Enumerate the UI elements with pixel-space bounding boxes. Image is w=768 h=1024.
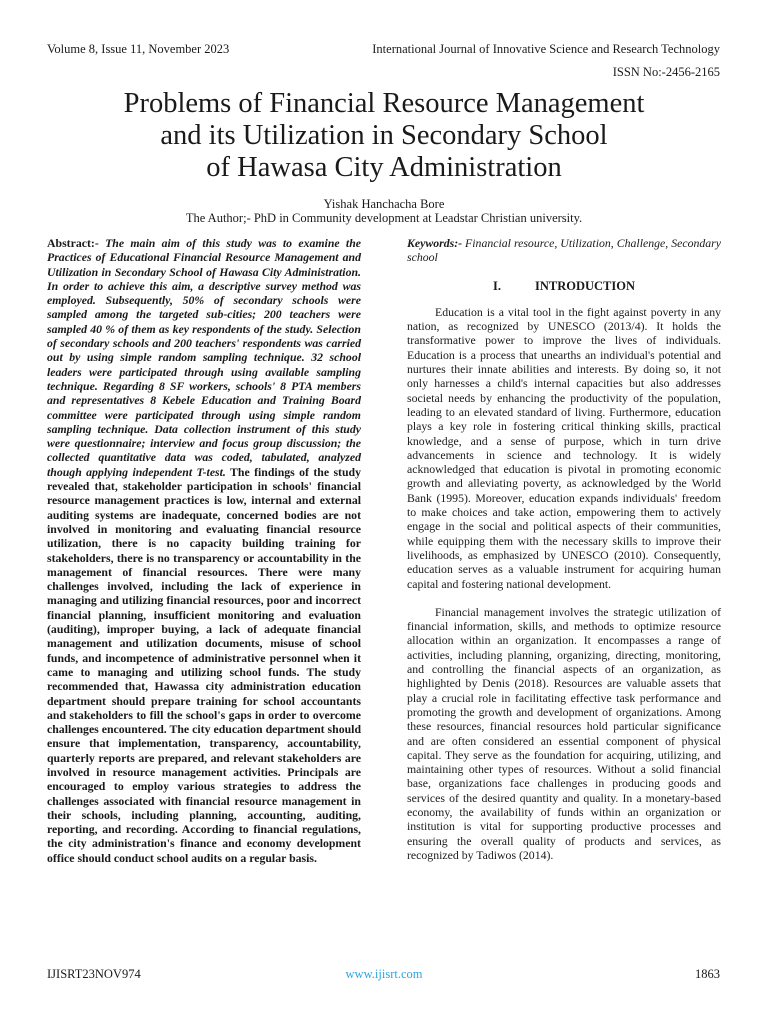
- volume-issue: Volume 8, Issue 11, November 2023: [47, 42, 230, 56]
- title-line: Problems of Financial Resource Management: [123, 88, 645, 119]
- section-number: I.: [492, 278, 501, 293]
- right-column: [407, 236, 721, 862]
- paper-id: IJISRT23NOV974: [47, 967, 141, 981]
- abstract-italic-text: The main aim of this study was to examine the Practices of Educational Financial Resource Management and Utilization in Secondary School of Hawasa City Administration. In order to achieve this aim, a descriptive survey method was employed. Subsequently, 50% of secondary schools were sampled among the targeted sub-cities; 200 teachers were sampled 40 % of them as key respondents of the study. Selection of secondary schools and 200 teachers' respondents was carried out by using simple random sampling technique. 32 school leaders were participated through using available sampling technique. Regarding 8 SF workers, schools' 8 PTA members and representatives 8 Kebele Education and Training Board committee were participated through using simple random sampling technique. Data collection instrument of this study were questionnaire; interview and focus group discussion; the collected quantitative data was coded, tabulated, analyzed though applying independent T-test.: [47, 236, 361, 479]
- title-line: and its Utilization in Secondary School: [160, 120, 608, 151]
- left-column: [47, 236, 361, 865]
- author-affiliation: The Author;- PhD in Community development at Leadstar Christian university.: [185, 211, 583, 225]
- journal-name: International Journal of Innovative Science and Research Technology: [372, 42, 720, 56]
- abstract: [47, 236, 361, 865]
- title-line: of Hawasa City Administration: [206, 152, 562, 183]
- keywords-label: Keywords:-: [407, 236, 463, 250]
- page-number: 1863: [695, 967, 720, 981]
- abstract-label: Abstract:-: [47, 236, 99, 250]
- journal-website-link[interactable]: www.ijisrt.com: [345, 967, 423, 981]
- intro-paragraph: Education is a vital tool in the fight against poverty in any nation, as recognized by UNESCO (2013/4). It holds the transformative power to improve the lives of individuals. Education is a process that unearths an individual's potential and nurtures their innate abilities and interests. By doing so, it not only harnesses a child's internal capacities but also addresses societal needs by enhancing the productivity of the population, leading to an elevated standard of living. Furthermore, education plays a key role in fostering critical thinking skills, practical knowledge, and a sense of purpose, which in turn drive advancements in science and technology. It is widely acknowledged that education is pivotal in promoting economic growth and alleviating poverty, as acknowledged by the World Bank (1995). Moreover, education expands individuals' freedom to make choices and take action, empowering them to actively engage in the social and political aspects of their communities, while equipping them with the necessary skills to improve their livelihoods, as emphasized by UNESCO (2010). Consequently, education serves as a valuable instrument for acquiring human capital and fostering national development.: [407, 304, 721, 591]
- section-heading-introduction: [407, 279, 721, 293]
- author-name: Yishak Hanchacha Bore: [323, 197, 445, 211]
- abstract-findings-text: The findings of the study revealed that, stakeholder participation in schools' financial resource management practices is low, internal and external auditing systems are inadequate, concerned bodies are not involved in monitoring and evaluating financial resource utilization, there is no capacity building training for stakeholders, there is no transparency or accountability in the management of financial resources. There were many challenges involved, including the lack of experience in managing and utilizing financial resources, poor and incorrect financial planning, insufficient monitoring and evaluation (auditing), improper buying, a lack of adequate financial management and utilization documents, misuse of school funds, and incompetence of administrative personnel when it came to managing and utilizing school funds. The study recommended that, Hawassa city administration education department should prepare training for school accountants and stakeholders to fill the school's gaps in order to overcome challenges encountered. The city education department should ensure that implementation, transparency, accountability, quarterly reports are prepared, and relevant stakeholders are involved in resource management activities. Principals are encouraged to employ various strategies to address the challenges associated with financial resource management in their schools, including planning, accounting, auditing, reporting, and recording. According to financial regulations, the city administration's finance and economy development office should conduct school audits on a regular basis.: [47, 464, 361, 865]
- keywords: [407, 236, 721, 265]
- section-title: INTRODUCTION: [534, 278, 635, 293]
- paper-title: [0, 88, 768, 184]
- intro-paragraph: Financial management involves the strategic utilization of financial information, skills, and methods to optimize resource allocation within an organization. It encompasses a range of activities, including planning, organizing, directing, monitoring, and controlling the financial aspects of an organization, as highlighted by Denis (2018). Resources are valuable assets that play a crucial role in facilitating effective task performance and promoting the growth and development of organizations. Among these resources, financial resources hold particular significance and are often considered an essential component of physical capital. They serve as the foundation for acquiring, utilizing, and maintaining other types of resources. Without a solid financial base, organizations face challenges in producing goods and services of the desired quantity and quality. In a monetary-based economy, the availability of funds within an organization or institution is vital for supporting productive processes and ensuring the overall quality of products and services, as recognized by Tadiwos (2014).: [407, 604, 721, 862]
- keywords-text: Financial resource, Utilization, Challenge, Secondary school: [407, 236, 721, 265]
- issn: ISSN No:-2456-2165: [612, 65, 720, 79]
